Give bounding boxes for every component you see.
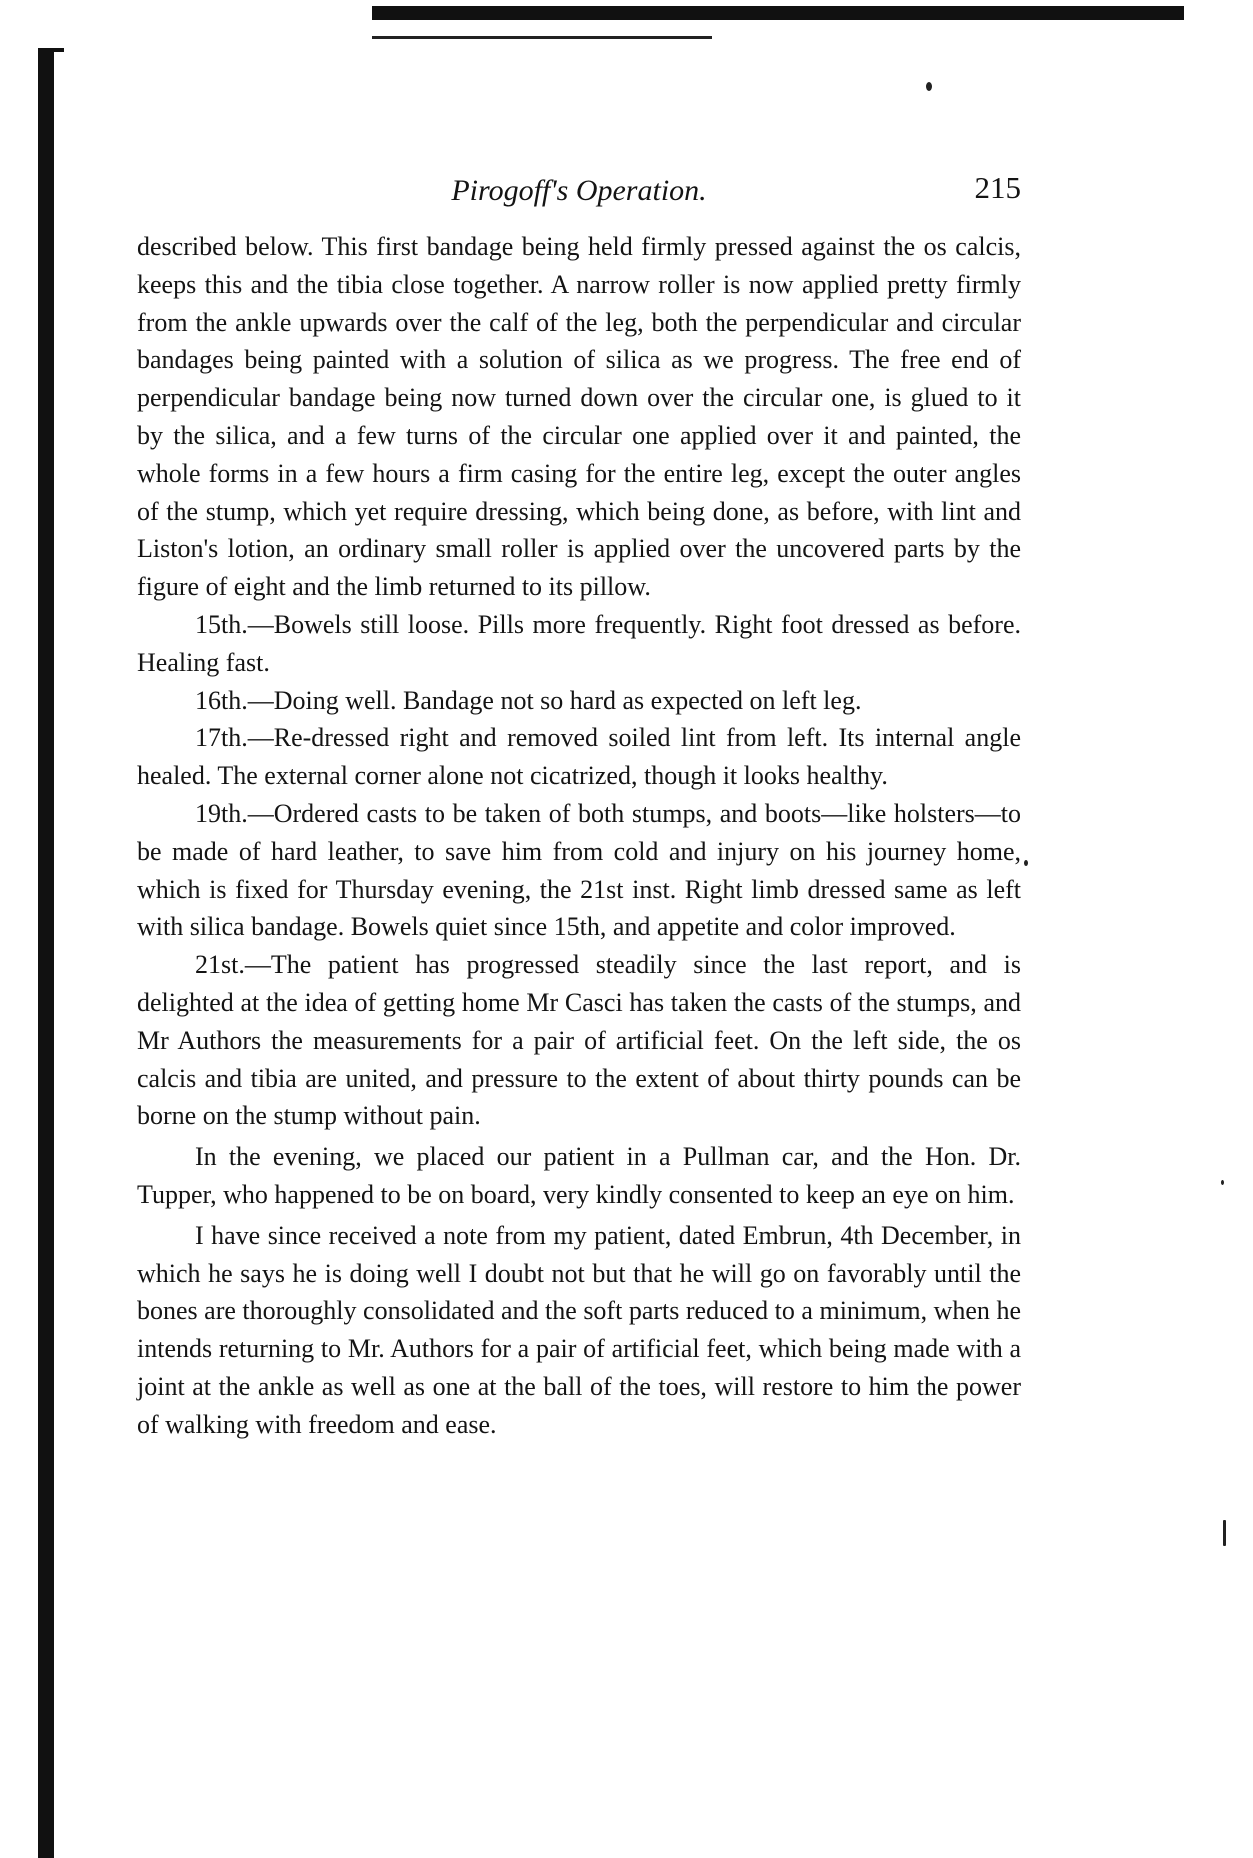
ink-speck bbox=[1024, 860, 1028, 866]
running-title: Pirogoff's Operation. bbox=[451, 174, 707, 207]
binding-edge-tick bbox=[38, 48, 64, 52]
page-header bbox=[137, 170, 1021, 214]
paragraph-letter: I have since received a note from my patient, dated Embrun, 4th December, in which he says he is doing well I doubt not but that he will go on favorably until the bones are thoroughly consolidated and the soft parts reduced to a minimum, when he intends returning to Mr. Authors for a pair of artificial feet, which being made with a joint at the ankle as well as one at the ball of the toes, will restore to him the power of walking with freedom and ease. bbox=[137, 1220, 1021, 1439]
top-rule bbox=[372, 6, 1184, 20]
body-text bbox=[137, 228, 1021, 1444]
paragraph-entry-17th: 17th.—Re-dressed right and removed soiled lint from left. Its internal angle healed. The external corner alone not cicatrized, though it looks healthy. bbox=[137, 723, 1021, 791]
ink-speck bbox=[1223, 1520, 1226, 1546]
binding-edge bbox=[38, 52, 54, 1858]
paragraph-entry-15th: 15th.—Bowels still loose. Pills more frequently. Right foot dressed as before. Healing fast. bbox=[137, 609, 1021, 677]
ink-speck bbox=[1221, 1180, 1224, 1185]
paragraph-entry-19th: 19th.—Ordered casts to be taken of both stumps, and boots—like holsters—to be made of hard leather, to save him from cold and injury on his journey home, which is fixed for Thursday evening, the 21st inst. Right limb dressed same as left with silica bandage. Bowels quiet since 15th, and appetite and color improved. bbox=[137, 798, 1021, 942]
paragraph-entry-21st: 21st.—The patient has progressed steadily since the last report, and is delighted at the idea of getting home Mr Casci has taken the casts of the stumps, and Mr Authors the measurements for a pair of artificial feet. On the left side, the os calcis and tibia are united, and pressure to the extent of about thirty pounds can be borne on the stump without pain. bbox=[137, 950, 1021, 1131]
paragraph-continued: described below. This first bandage being held firmly pressed against the os calcis, keeps this and the tibia close together. A narrow roller is now applied pretty firmly from the ankle upwards over the calf of the leg, both the perpendicular and circular bandages being painted with a solution of silica as we progress. The free end of perpendicular bandage being now turned down over the circular one, is glued to it by the silica, and a few turns of the circular one applied over it and painted, the whole forms in a few hours a firm casing for the entire leg, except the outer angles of the stump, which yet require dressing, which being done, as before, with lint and Liston's lotion, an ordinary small roller is applied over the uncovered parts by the figure of eight and the limb returned to its pillow. bbox=[137, 232, 1021, 602]
page-number: 215 bbox=[974, 170, 1021, 205]
paragraph-entry-16th: 16th.—Doing well. Bandage not so hard as expected on left leg. bbox=[195, 685, 862, 715]
ink-speck bbox=[926, 82, 932, 91]
paragraph-evening: In the evening, we placed our patient in a Pullman car, and the Hon. Dr. Tupper, who happened to be on board, very kindly consented to keep an eye on him. bbox=[137, 1142, 1021, 1209]
top-rule-thin bbox=[372, 36, 712, 39]
